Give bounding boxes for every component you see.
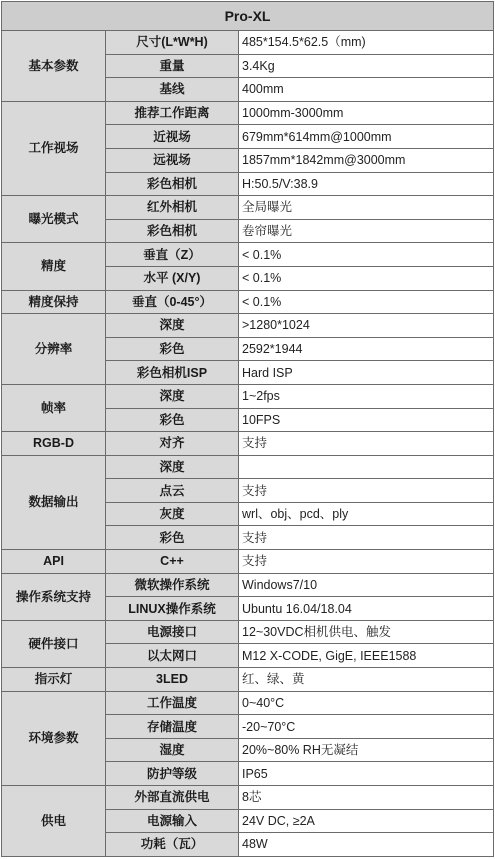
parameter-value: H:50.5/V:38.9	[239, 172, 494, 196]
parameter-value: 支持	[239, 550, 494, 574]
category-label: 帧率	[2, 384, 106, 431]
table-title: Pro-XL	[2, 2, 494, 31]
category-label: 操作系统支持	[2, 573, 106, 620]
parameter-name: C++	[106, 550, 239, 574]
parameter-value: 48W	[239, 833, 494, 857]
spec-table	[1, 1, 494, 857]
parameter-name: 彩色	[106, 337, 239, 361]
parameter-value: 3.4Kg	[239, 54, 494, 78]
parameter-name: 3LED	[106, 668, 239, 692]
category-label: 硬件接口	[2, 620, 106, 667]
parameter-value: < 0.1%	[239, 243, 494, 267]
parameter-value: 12~30VDC相机供电、触发	[239, 620, 494, 644]
parameter-value: IP65	[239, 762, 494, 786]
parameter-value: 0~40°C	[239, 691, 494, 715]
category-label: API	[2, 550, 106, 574]
parameter-value: M12 X-CODE, GigE, IEEE1588	[239, 644, 494, 668]
spec-table-body	[2, 31, 494, 857]
parameter-value: wrl、obj、pcd、ply	[239, 502, 494, 526]
parameter-name: 彩色	[106, 408, 239, 432]
parameter-name: 推荐工作距离	[106, 101, 239, 125]
parameter-name: 对齐	[106, 432, 239, 456]
parameter-name: 点云	[106, 479, 239, 503]
parameter-value: 红、绿、黄	[239, 668, 494, 692]
table-row	[2, 314, 494, 338]
parameter-value: < 0.1%	[239, 266, 494, 290]
parameter-value: Hard ISP	[239, 361, 494, 385]
category-label: 供电	[2, 786, 106, 857]
parameter-name: 红外相机	[106, 196, 239, 220]
parameter-name: 灰度	[106, 502, 239, 526]
parameter-name: 湿度	[106, 738, 239, 762]
parameter-name: 近视场	[106, 125, 239, 149]
table-row	[2, 455, 494, 479]
parameter-value: 10FPS	[239, 408, 494, 432]
parameter-value: 679mm*614mm@1000mm	[239, 125, 494, 149]
table-row	[2, 31, 494, 55]
parameter-name: LINUX操作系统	[106, 597, 239, 621]
parameter-value: 20%~80% RH无凝结	[239, 738, 494, 762]
parameter-value: >1280*1024	[239, 314, 494, 338]
parameter-name: 远视场	[106, 148, 239, 172]
parameter-value: Windows7/10	[239, 573, 494, 597]
parameter-name: 水平 (X/Y)	[106, 266, 239, 290]
parameter-name: 彩色相机	[106, 219, 239, 243]
parameter-name: 基线	[106, 78, 239, 102]
category-label: RGB-D	[2, 432, 106, 456]
parameter-value: 支持	[239, 479, 494, 503]
table-row	[2, 786, 494, 810]
parameter-name: 垂直（0-45°）	[106, 290, 239, 314]
table-row	[2, 668, 494, 692]
parameter-value: 1~2fps	[239, 384, 494, 408]
parameter-name: 彩色相机ISP	[106, 361, 239, 385]
parameter-name: 重量	[106, 54, 239, 78]
table-row	[2, 243, 494, 267]
parameter-value: 1000mm-3000mm	[239, 101, 494, 125]
category-label: 环境参数	[2, 691, 106, 785]
parameter-name: 深度	[106, 314, 239, 338]
table-row	[2, 550, 494, 574]
parameter-value: 卷帘曝光	[239, 219, 494, 243]
parameter-name: 以太网口	[106, 644, 239, 668]
parameter-value: 8芯	[239, 786, 494, 810]
parameter-name: 功耗（瓦）	[106, 833, 239, 857]
parameter-name: 深度	[106, 455, 239, 479]
parameter-name: 工作温度	[106, 691, 239, 715]
parameter-name: 垂直（Z）	[106, 243, 239, 267]
parameter-name: 防护等级	[106, 762, 239, 786]
parameter-value: 全局曝光	[239, 196, 494, 220]
table-row	[2, 101, 494, 125]
category-label: 精度保持	[2, 290, 106, 314]
parameter-value: -20~70°C	[239, 715, 494, 739]
parameter-value: < 0.1%	[239, 290, 494, 314]
parameter-value: 1857mm*1842mm@3000mm	[239, 148, 494, 172]
table-row	[2, 290, 494, 314]
parameter-value: 24V DC, ≥2A	[239, 809, 494, 833]
category-label: 曝光模式	[2, 196, 106, 243]
parameter-name: 电源接口	[106, 620, 239, 644]
parameter-name: 存储温度	[106, 715, 239, 739]
parameter-name: 彩色相机	[106, 172, 239, 196]
table-row	[2, 384, 494, 408]
parameter-value: Ubuntu 16.04/18.04	[239, 597, 494, 621]
parameter-name: 外部直流供电	[106, 786, 239, 810]
parameter-name: 电源输入	[106, 809, 239, 833]
category-label: 工作视场	[2, 101, 106, 195]
parameter-name: 深度	[106, 384, 239, 408]
table-row	[2, 620, 494, 644]
category-label: 分辨率	[2, 314, 106, 385]
table-row	[2, 691, 494, 715]
parameter-name: 彩色	[106, 526, 239, 550]
parameter-value: 400mm	[239, 78, 494, 102]
category-label: 数据输出	[2, 455, 106, 549]
category-label: 基本参数	[2, 31, 106, 102]
parameter-value: 支持	[239, 432, 494, 456]
parameter-value: 支持	[239, 526, 494, 550]
parameter-value: 2592*1944	[239, 337, 494, 361]
parameter-value	[239, 455, 494, 479]
parameter-name: 尺寸(L*W*H)	[106, 31, 239, 55]
table-row	[2, 432, 494, 456]
table-row	[2, 196, 494, 220]
category-label: 指示灯	[2, 668, 106, 692]
category-label: 精度	[2, 243, 106, 290]
parameter-value: 485*154.5*62.5（mm)	[239, 31, 494, 55]
parameter-name: 微软操作系统	[106, 573, 239, 597]
table-row	[2, 573, 494, 597]
